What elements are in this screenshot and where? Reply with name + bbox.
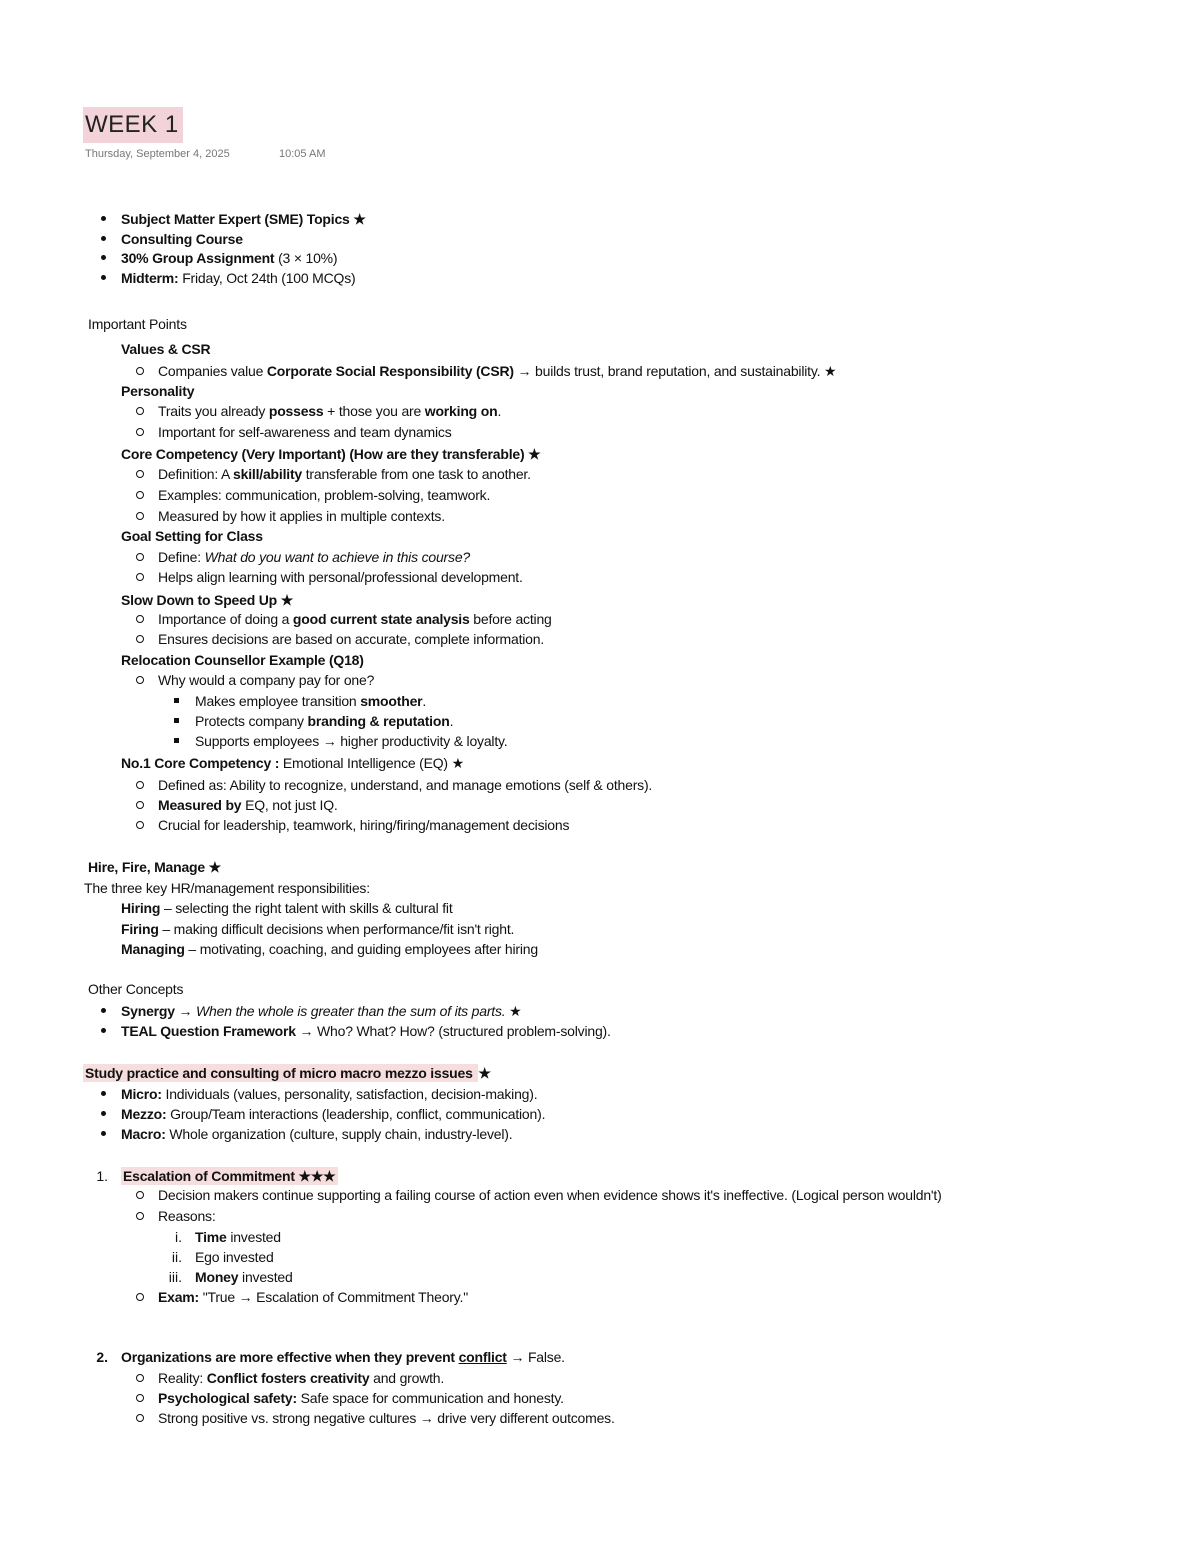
list-number: 1.: [96, 1168, 108, 1184]
bullet-disc-icon: [101, 1008, 106, 1013]
list-number: i.: [175, 1229, 182, 1245]
list-item: Makes employee transition smoother.: [195, 693, 427, 709]
bullet-disc-icon: [101, 1028, 106, 1033]
bullet-circle-icon: [136, 1394, 144, 1402]
subheading-personality: Personality: [121, 383, 195, 399]
subheading-values: Values & CSR: [121, 341, 211, 357]
list-item: Ensures decisions are based on accurate, complete information.: [158, 631, 545, 647]
page-title[interactable]: WEEK 1: [83, 107, 183, 143]
bullet-circle-icon: [136, 553, 144, 561]
list-item: Hiring – selecting the right talent with skills & cultural fit: [121, 900, 453, 916]
list-item: Reality: Conflict fosters creativity and growth.: [158, 1370, 445, 1386]
list-item: Macro: Whole organization (culture, supply chain, industry-level).: [121, 1126, 513, 1142]
list-item: Measured by EQ, not just IQ.: [158, 797, 338, 813]
list-number: iii.: [168, 1269, 182, 1285]
list-item: Exam: "True → Escalation of Commitment Theory.": [158, 1289, 468, 1305]
bullet-disc-icon: [101, 1131, 106, 1136]
list-item: Companies value Corporate Social Responsibility (CSR) → builds trust, brand reputation, and sustainability. ★: [158, 363, 837, 379]
list-item: Supports employees → higher productivity & loyalty.: [195, 733, 508, 749]
list-item: Reasons:: [158, 1208, 216, 1224]
bullet-disc-icon: [101, 1091, 106, 1096]
list-item: Subject Matter Expert (SME) Topics ★: [121, 211, 366, 227]
subheading-no1-competency: No.1 Core Competency : Emotional Intelligence (EQ) ★: [121, 755, 464, 771]
bullet-disc-icon: [101, 236, 106, 241]
conflict-heading: Organizations are more effective when they prevent conflict → False.: [121, 1349, 565, 1365]
list-item: Definition: A skill/ability transferable from one task to another.: [158, 466, 531, 482]
bullet-circle-icon: [136, 428, 144, 436]
section-heading-other-concepts: Other Concepts: [88, 981, 184, 997]
bullet-circle-icon: [136, 676, 144, 684]
paragraph: The three key HR/management responsibilities:: [84, 880, 370, 896]
list-item: Synergy → When the whole is greater than the sum of its parts. ★: [121, 1003, 522, 1019]
bullet-circle-icon: [136, 821, 144, 829]
bullet-disc-icon: [101, 275, 106, 280]
list-item: Micro: Individuals (values, personality, satisfaction, decision-making).: [121, 1086, 538, 1102]
list-item: Define: What do you want to achieve in this course?: [158, 549, 470, 565]
list-item: Psychological safety: Safe space for communication and honesty.: [158, 1390, 564, 1406]
subheading-slow-down: Slow Down to Speed Up ★: [121, 592, 294, 608]
bullet-circle-icon: [136, 470, 144, 478]
bullet-circle-icon: [136, 491, 144, 499]
bullet-circle-icon: [136, 573, 144, 581]
bullet-circle-icon: [136, 1374, 144, 1382]
list-item: Important for self-awareness and team dynamics: [158, 424, 452, 440]
list-item: Firing – making difficult decisions when performance/fit isn't right.: [121, 921, 515, 937]
page-time: 10:05 AM: [279, 148, 326, 160]
section-heading-hire-fire-manage: Hire, Fire, Manage ★: [88, 859, 222, 875]
bullet-circle-icon: [136, 801, 144, 809]
section-heading-study-practice: Study practice and consulting of micro macro mezzo issues ★: [85, 1065, 491, 1081]
list-item: Crucial for leadership, teamwork, hiring/firing/management decisions: [158, 817, 570, 833]
subheading-relocation: Relocation Counsellor Example (Q18): [121, 652, 364, 668]
list-item: Helps align learning with personal/professional development.: [158, 569, 523, 585]
list-number: ii.: [171, 1249, 182, 1265]
list-item: Time invested: [195, 1229, 281, 1245]
list-number: 2.: [96, 1349, 108, 1365]
list-item: Managing – motivating, coaching, and guiding employees after hiring: [121, 941, 538, 957]
bullet-disc-icon: [101, 216, 106, 221]
list-item: Money invested: [195, 1269, 293, 1285]
highlighted-heading: Study practice and consulting of micro macro mezzo issues: [85, 1065, 477, 1081]
bullet-disc-icon: [101, 1111, 106, 1116]
bullet-circle-icon: [136, 1293, 144, 1301]
list-item: Defined as: Ability to recognize, understand, and manage emotions (self & others).: [158, 777, 653, 793]
list-item: Midterm: Friday, Oct 24th (100 MCQs): [121, 270, 356, 286]
list-item: Protects company branding & reputation.: [195, 713, 454, 729]
list-item: Decision makers continue supporting a failing course of action even when evidence shows it's ineffective. (Logical person wouldn't): [158, 1187, 942, 1203]
bullet-circle-icon: [136, 635, 144, 643]
section-heading-important: Important Points: [88, 316, 187, 332]
list-item: Mezzo: Group/Team interactions (leadership, conflict, communication).: [121, 1106, 546, 1122]
list-item: Traits you already possess + those you are working on.: [158, 403, 502, 419]
bullet-circle-icon: [136, 367, 144, 375]
page-date: Thursday, September 4, 2025: [85, 148, 230, 160]
bullet-circle-icon: [136, 615, 144, 623]
bullet-circle-icon: [136, 781, 144, 789]
bullet-circle-icon: [136, 1212, 144, 1220]
list-item: 30% Group Assignment (3 × 10%): [121, 250, 338, 266]
list-item: Consulting Course: [121, 231, 243, 247]
bullet-square-icon: [174, 738, 179, 743]
bullet-circle-icon: [136, 1191, 144, 1199]
bullet-circle-icon: [136, 512, 144, 520]
bullet-circle-icon: [136, 407, 144, 415]
list-item: Why would a company pay for one?: [158, 672, 375, 688]
subheading-core-competency: Core Competency (Very Important) (How are they transferable) ★: [121, 446, 541, 462]
subheading-goal-setting: Goal Setting for Class: [121, 528, 263, 544]
list-item: TEAL Question Framework → Who? What? How? (structured problem-solving).: [121, 1023, 611, 1039]
list-item: Strong positive vs. strong negative cultures → drive very different outcomes.: [158, 1410, 615, 1426]
bullet-disc-icon: [101, 255, 106, 260]
bullet-circle-icon: [136, 1414, 144, 1422]
bullet-square-icon: [174, 718, 179, 723]
bullet-square-icon: [174, 698, 179, 703]
list-item: Importance of doing a good current state analysis before acting: [158, 611, 552, 627]
list-item: Examples: communication, problem-solving, teamwork.: [158, 487, 491, 503]
escalation-heading: Escalation of Commitment ★★★: [123, 1168, 336, 1184]
list-item: Ego invested: [195, 1249, 274, 1265]
list-item: Measured by how it applies in multiple contexts.: [158, 508, 445, 524]
